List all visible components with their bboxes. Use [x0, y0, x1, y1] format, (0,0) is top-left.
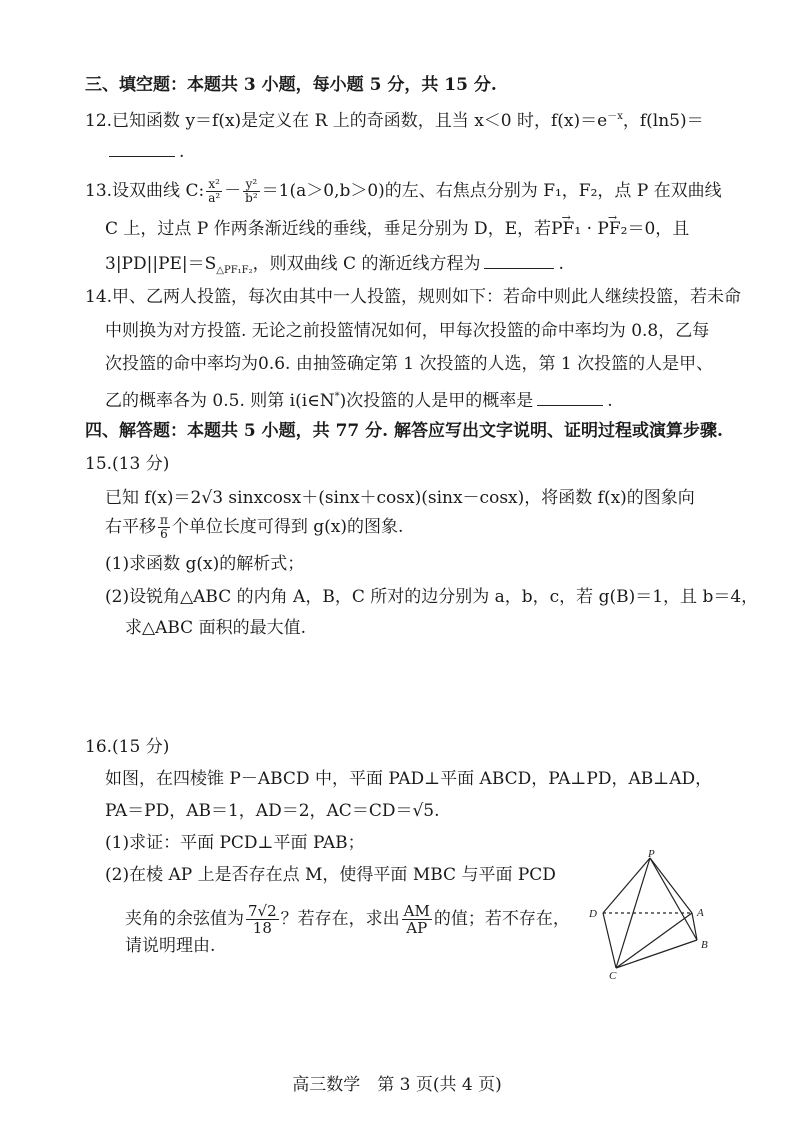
label-p: P	[648, 850, 655, 860]
q14-sup: *	[334, 391, 340, 402]
q15-text-b: sinxcosx＋(sinx＋cosx)(sinx－cosx)，将函数 f(x)的图象向	[223, 488, 695, 508]
q16-frac-am: AM	[403, 902, 430, 920]
q16-line2: PA＝PD，AB＝1，AD＝2，AC＝CD＝√5.	[105, 801, 440, 821]
q15-frac-pi6	[158, 514, 170, 541]
q15-number: 15.(13 分)	[85, 454, 170, 474]
q12-suffix: ，f(ln5)＝	[622, 111, 704, 131]
q16-text-c: 的值；若不存在，	[433, 909, 570, 929]
q15-part2-line2: 求△ABC 面积的最大值.	[125, 618, 306, 638]
edge-ca	[616, 913, 692, 968]
question-12	[85, 106, 704, 132]
q13-minus: －	[224, 181, 242, 201]
q13-vector-pf2: → PF₂	[597, 219, 627, 239]
q15-frac-num: π	[160, 513, 168, 527]
q16-text-a: 夹角的余弦值为	[125, 909, 244, 929]
label-c: C	[609, 970, 617, 980]
edge-pd	[603, 858, 650, 913]
pyramid-figure	[585, 850, 735, 980]
q16-frac-cos-den: 18	[252, 919, 272, 937]
q16-part2-line3: 请说明理由.	[125, 936, 216, 956]
q15-line2-text: 右平移	[105, 517, 156, 537]
label-b: B	[701, 939, 708, 951]
q13-blank	[484, 252, 554, 269]
edge-pb	[650, 858, 697, 940]
q13-frac-x-den: a²	[208, 191, 221, 205]
q15-sqrt3: √3	[201, 488, 224, 508]
edge-pa	[650, 858, 692, 913]
q14-line4-text: 乙的概率各为 0.5. 则第 i(i∈N	[105, 391, 335, 411]
q14-blank	[537, 389, 603, 406]
question-13-line2	[105, 218, 689, 240]
q13-line2-end: ＝0，且	[627, 219, 690, 239]
q15-part2-line1: (2)设锐角△ABC 的内角 A，B，C 所对的边分别为 a，b，c，若 g(B)＝1，且 b＝4，	[105, 587, 759, 607]
q16-frac-cos-num: 7√2	[248, 902, 277, 920]
q16-part2-line2	[125, 903, 570, 936]
q13-line2-text: C 上，过点 P 作两条渐近线的垂线，垂足分别为 D，E，若	[105, 219, 552, 239]
q13-text-a: 13.设双曲线 C:	[85, 181, 205, 201]
label-d: D	[589, 908, 597, 920]
q13-dot: ·	[581, 219, 598, 239]
q12-end: .	[179, 142, 185, 162]
q15-text-a: 已知 f(x)＝2	[105, 488, 202, 508]
question-14-line2: 中则换为对方投篮. 无论之前投篮情况如何，甲每次投篮的命中率均为 0.8，乙每	[105, 321, 710, 341]
label-a: A	[697, 907, 704, 919]
q13-vector-pf1: → PF₁	[551, 219, 581, 239]
q14-line4-text-b: )次投篮的人是甲的概率是	[339, 391, 534, 411]
q13-line3-text: 3|PD||PE|＝S	[105, 254, 217, 274]
edge-cb	[616, 940, 697, 968]
q13-line3-sub: △PF₁F₂	[216, 265, 253, 276]
q15-line2-text-b: 个单位长度可得到 g(x)的图象.	[171, 517, 404, 537]
section3-header: 三、填空题：本题共 3 小题，每小题 5 分，共 15 分.	[85, 75, 497, 95]
q16-part2-line1: (2)在棱 AP 上是否存在点 M，使得平面 MBC 与平面 PCD	[105, 865, 556, 885]
q12-exponent: －x	[607, 111, 623, 122]
q15-frac-den: 6	[160, 527, 168, 541]
question-13-line3	[105, 252, 564, 282]
q13-frac-x-num: x²	[206, 178, 222, 192]
q16-frac-ap: AP	[406, 919, 428, 937]
q16-number: 16.(15 分)	[85, 737, 170, 757]
q16-part1: (1)求证：平面 PCD⊥平面 PAB；	[105, 833, 365, 853]
q13-line3-text-b: ，则双曲线 C 的渐近线方程为	[252, 254, 481, 274]
q13-text-b: ＝1(a＞0,b＞0)的左、右焦点分别为 F₁，F₂，点 P 在双曲线	[261, 181, 722, 201]
q16-frac-cos	[246, 903, 279, 936]
q13-frac-y-num: y²	[243, 178, 260, 192]
q13-frac-x	[206, 178, 222, 205]
question-14-line4	[105, 386, 613, 412]
question-13-line1	[85, 178, 722, 205]
q16-frac-am-ap	[402, 903, 432, 936]
edge-dc	[603, 913, 616, 968]
q14-end: .	[607, 391, 613, 411]
page-footer: 高三数学 第 3 页(共 4 页)	[292, 1075, 502, 1095]
q12-answer-line	[105, 140, 184, 163]
q16-line1: 如图，在四棱锥 P－ABCD 中，平面 PAD⊥平面 ABCD，PA⊥PD，AB⊥AD，	[105, 769, 713, 789]
q16-text-b: ？若存在，求出	[280, 909, 400, 929]
q13-frac-y	[243, 178, 260, 205]
section4-header: 四、解答题：本题共 5 小题，共 77 分. 解答应写出文字说明、证明过程或演算步骤.	[85, 421, 723, 441]
question-15-line2	[105, 514, 403, 541]
q12-prefix: 12.已知函数 y＝f(x)是定义在 R 上的奇函数，且当 x＜0 时，f(x)＝e	[85, 111, 608, 131]
q15-part1: (1)求函数 g(x)的解析式；	[105, 554, 305, 574]
q13-end: .	[558, 254, 564, 274]
question-14-line3: 次投篮的命中率均为0.6. 由抽签确定第 1 次投篮的人选，第 1 次投篮的人是甲、	[105, 354, 714, 374]
q12-blank	[109, 140, 175, 157]
question-15-line1	[105, 487, 695, 509]
question-14-line1: 14.甲、乙两人投篮，每次由其中一人投篮，规则如下：若命中则此人继续投篮，若未命	[85, 287, 742, 307]
q13-frac-y-den: b²	[245, 191, 258, 205]
